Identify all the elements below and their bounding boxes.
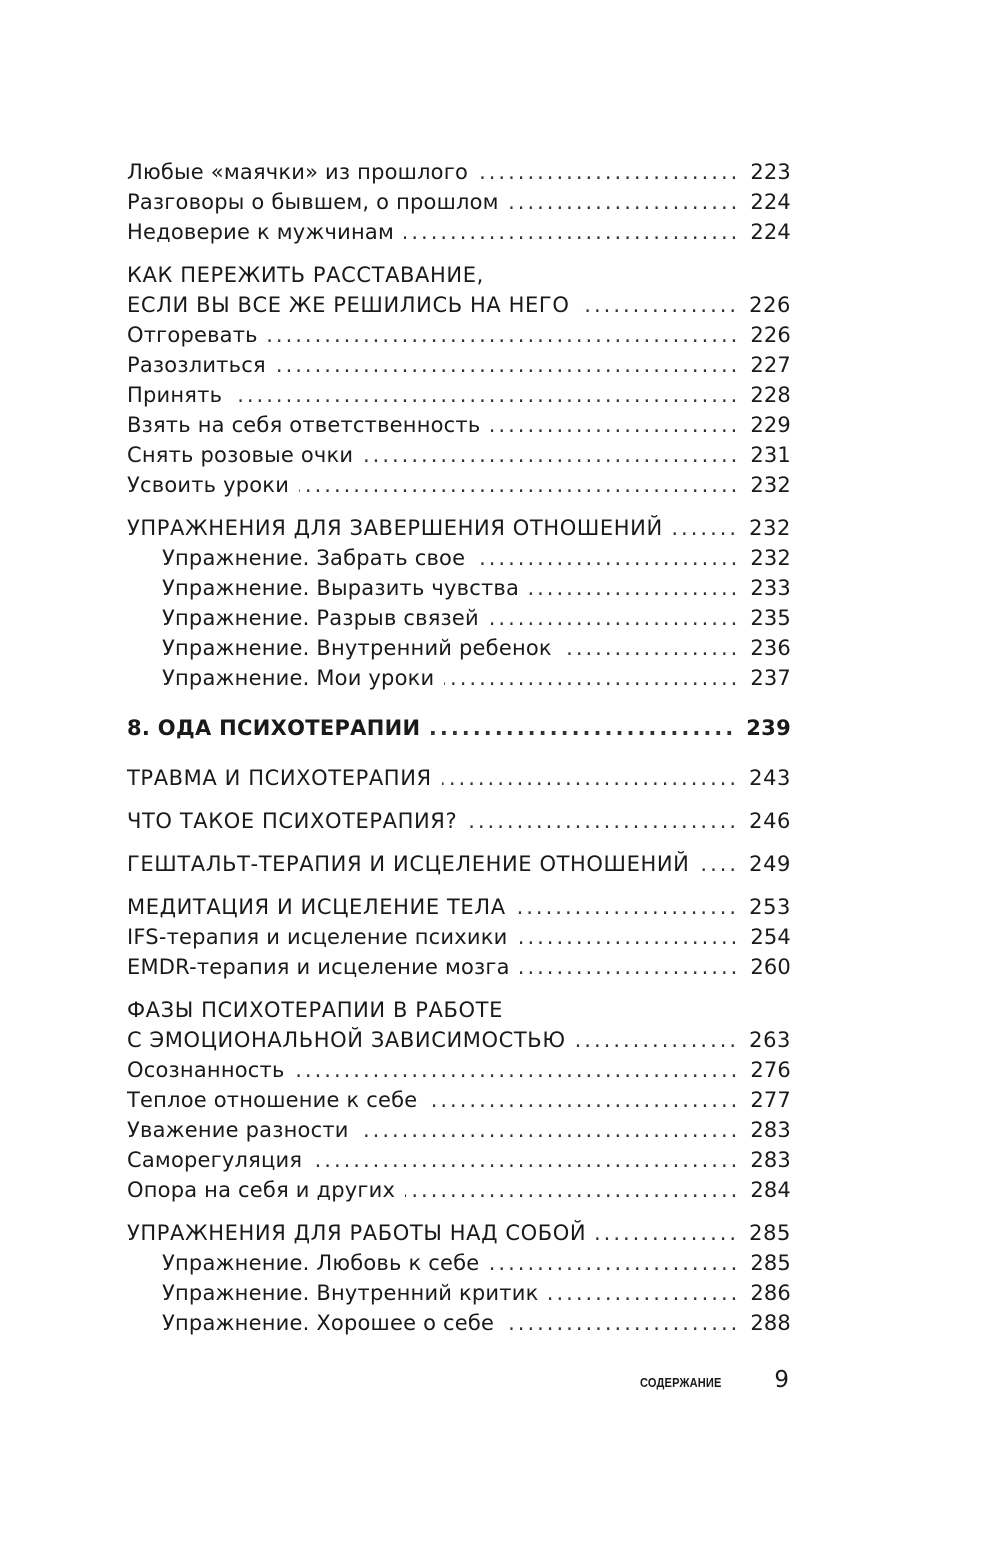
dot-leader xyxy=(444,663,740,693)
toc-entry-page: 232 xyxy=(750,546,791,570)
dot-leader xyxy=(405,1175,740,1205)
toc-entry-title: Разговоры о бывшем, о прошлом xyxy=(127,190,499,214)
toc-entry-title: Упражнение. Внутренний критик xyxy=(162,1281,539,1305)
dot-leader xyxy=(504,1308,740,1338)
dot-leader xyxy=(548,1278,740,1308)
toc-section[interactable] xyxy=(127,806,791,836)
toc-entry[interactable] xyxy=(127,217,791,247)
toc-entry-title: Любые «маячки» из прошлого xyxy=(127,160,469,184)
dot-leader xyxy=(673,513,739,543)
toc-entry-page: 224 xyxy=(750,190,791,214)
toc-entry-title: Осознанность xyxy=(127,1058,285,1082)
toc-entry-title: Принять xyxy=(127,383,223,407)
running-footer-label: СОДЕРЖАНИЕ xyxy=(640,1375,722,1390)
toc-entry-title: Снять розовые очки xyxy=(127,443,354,467)
toc-exercise-entry[interactable] xyxy=(127,543,791,573)
toc-entry-page: 228 xyxy=(750,383,791,407)
toc-entry-title: Упражнение. Любовь к себе xyxy=(162,1251,480,1275)
toc-entry[interactable] xyxy=(127,1145,791,1175)
toc-exercise-entry[interactable] xyxy=(127,663,791,693)
toc-entry[interactable] xyxy=(127,1115,791,1145)
toc-section-page: 232 xyxy=(749,516,791,540)
page-number: 9 xyxy=(774,1367,789,1393)
dot-leader xyxy=(478,157,740,187)
dot-leader xyxy=(232,380,740,410)
toc-entry[interactable] xyxy=(127,1055,791,1085)
toc-chapter-title: 8. ОДА ПСИХОТЕРАПИИ xyxy=(127,716,421,740)
dot-leader xyxy=(490,410,740,440)
dot-leader xyxy=(268,320,741,350)
toc-entry-title: Упражнение. Забрать свое xyxy=(162,546,466,570)
dot-leader xyxy=(699,849,739,879)
toc-entry[interactable] xyxy=(127,187,791,217)
toc-entry-page: 286 xyxy=(750,1281,791,1305)
toc-section-title: ЧТО ТАКОЕ ПСИХОТЕРАПИЯ? xyxy=(127,809,458,833)
toc-entry[interactable] xyxy=(127,440,791,470)
toc-section[interactable] xyxy=(127,513,791,543)
toc-entry-page: 254 xyxy=(750,925,791,949)
toc-entry-page: 283 xyxy=(750,1148,791,1172)
toc-section-page: 226 xyxy=(749,293,791,317)
toc-entry[interactable] xyxy=(127,1085,791,1115)
toc-entry[interactable] xyxy=(127,952,791,982)
dot-leader xyxy=(404,217,740,247)
dot-leader xyxy=(489,1248,740,1278)
dot-leader xyxy=(529,573,740,603)
toc-entry-title: IFS-терапия и исцеление психики xyxy=(127,925,508,949)
dot-leader xyxy=(509,187,741,217)
toc-entry[interactable] xyxy=(127,380,791,410)
toc-section-title: С ЭМОЦИОНАЛЬНОЙ ЗАВИСИМОСТЬЮ xyxy=(127,1028,566,1052)
toc-entry-page: 285 xyxy=(750,1251,791,1275)
toc-section-title: МЕДИТАЦИЯ И ИСЦЕЛЕНИЕ ТЕЛА xyxy=(127,895,506,919)
toc-entry[interactable] xyxy=(127,470,791,500)
dot-leader xyxy=(312,1145,740,1175)
toc-section-title: ГЕШТАЛЬТ-ТЕРАПИЯ И ИСЦЕЛЕНИЕ ОТНОШЕНИЙ xyxy=(127,852,690,876)
toc-entry-title: Усвоить уроки xyxy=(127,473,290,497)
toc-exercise-entry[interactable] xyxy=(127,603,791,633)
toc-section-title: ФАЗЫ ПСИХОТЕРАПИИ В РАБОТЕ xyxy=(127,998,503,1022)
dot-leader xyxy=(517,922,740,952)
toc-entry-title: Упражнение. Хорошее о себе xyxy=(162,1311,495,1335)
toc-entry-page: 223 xyxy=(750,160,791,184)
toc-entry[interactable] xyxy=(127,410,791,440)
dot-leader xyxy=(520,952,741,982)
toc-entry-title: Отгоревать xyxy=(127,323,258,347)
toc-entry[interactable] xyxy=(127,350,791,380)
toc-entry-page: 260 xyxy=(750,955,791,979)
toc-entry-page: 283 xyxy=(750,1118,791,1142)
toc-entry-page: 233 xyxy=(750,576,791,600)
toc-section-title: КАК ПЕРЕЖИТЬ РАССТАВАНИЕ, xyxy=(127,263,484,287)
toc-entry-page: 277 xyxy=(750,1088,791,1112)
toc-entry-page: 276 xyxy=(750,1058,791,1082)
toc-entry-page: 235 xyxy=(750,606,791,630)
toc-entry-page: 229 xyxy=(750,413,791,437)
toc-entry-title: Упражнение. Внутренний ребенок xyxy=(162,636,552,660)
toc-section[interactable] xyxy=(127,290,791,320)
toc-entry[interactable] xyxy=(127,320,791,350)
dot-leader xyxy=(576,1025,740,1055)
toc-section[interactable] xyxy=(127,849,791,879)
toc-entry-page: 232 xyxy=(750,473,791,497)
toc-entry-title: EMDR-терапия и исцеление мозга xyxy=(127,955,510,979)
toc-entry-page: 284 xyxy=(750,1178,791,1202)
toc-entry-title: Упражнение. Разрыв связей xyxy=(162,606,479,630)
toc-entry-page: 227 xyxy=(750,353,791,377)
toc-section-title: ЕСЛИ ВЫ ВСЕ ЖЕ РЕШИЛИСЬ НА НЕГО xyxy=(127,293,570,317)
page-footer xyxy=(640,1367,791,1393)
toc-section-page: 243 xyxy=(749,766,791,790)
toc-section-page: 246 xyxy=(749,809,791,833)
toc-section[interactable] xyxy=(127,1025,791,1055)
toc-exercise-entry[interactable] xyxy=(127,573,791,603)
toc-entry[interactable] xyxy=(127,922,791,952)
dot-leader xyxy=(430,713,736,743)
toc-section-title: ТРАВМА И ПСИХОТЕРАПИЯ xyxy=(127,766,432,790)
toc-entry-page: 231 xyxy=(750,443,791,467)
toc-entry-title: Разозлиться xyxy=(127,353,266,377)
dot-leader xyxy=(562,633,741,663)
dot-leader xyxy=(467,806,739,836)
toc-entry-title: Упражнение. Мои уроки xyxy=(162,666,435,690)
toc-entry-title: Упражнение. Выразить чувства xyxy=(162,576,520,600)
table-of-contents xyxy=(127,157,791,1338)
dot-leader xyxy=(579,290,739,320)
dot-leader xyxy=(276,350,741,380)
toc-entry-page: 226 xyxy=(750,323,791,347)
toc-entry-title: Взять на себя ответственность xyxy=(127,413,481,437)
toc-section-page: 253 xyxy=(749,895,791,919)
toc-section-title: УПРАЖНЕНИЯ ДЛЯ РАБОТЫ НАД СОБОЙ xyxy=(127,1221,587,1245)
dot-leader xyxy=(363,440,740,470)
dot-leader xyxy=(295,1055,741,1085)
toc-entry-title: Саморегуляция xyxy=(127,1148,303,1172)
toc-entry-page: 237 xyxy=(750,666,791,690)
toc-section-page: 249 xyxy=(749,852,791,876)
dot-leader xyxy=(442,763,739,793)
toc-entry-title: Недоверие к мужчинам xyxy=(127,220,394,244)
toc-entry[interactable] xyxy=(127,157,791,187)
toc-chapter-page: 239 xyxy=(746,716,791,740)
dot-leader xyxy=(516,892,739,922)
toc-section[interactable] xyxy=(127,763,791,793)
toc-section-page: 263 xyxy=(749,1028,791,1052)
dot-leader xyxy=(596,1218,739,1248)
toc-section-page: 285 xyxy=(749,1221,791,1245)
toc-exercise-entry[interactable] xyxy=(127,633,791,663)
toc-entry-page: 288 xyxy=(750,1311,791,1335)
dot-leader xyxy=(427,1085,740,1115)
dot-leader xyxy=(359,1115,741,1145)
toc-section[interactable] xyxy=(127,892,791,922)
toc-entry-title: Опора на себя и других xyxy=(127,1178,396,1202)
toc-chapter[interactable] xyxy=(127,713,791,743)
toc-exercise-entry[interactable] xyxy=(127,1248,791,1278)
toc-entry-page: 224 xyxy=(750,220,791,244)
toc-entry[interactable] xyxy=(127,1175,791,1205)
dot-leader xyxy=(299,470,740,500)
toc-entry-page: 236 xyxy=(750,636,791,660)
toc-exercise-entry[interactable] xyxy=(127,1308,791,1338)
toc-exercise-entry[interactable] xyxy=(127,1278,791,1308)
toc-section[interactable] xyxy=(127,1218,791,1248)
dot-leader xyxy=(475,543,740,573)
toc-entry-title: Теплое отношение к себе xyxy=(127,1088,418,1112)
toc-entry-title: Уважение разности xyxy=(127,1118,349,1142)
toc-section-title: УПРАЖНЕНИЯ ДЛЯ ЗАВЕРШЕНИЯ ОТНОШЕНИЙ xyxy=(127,516,663,540)
dot-leader xyxy=(489,603,740,633)
